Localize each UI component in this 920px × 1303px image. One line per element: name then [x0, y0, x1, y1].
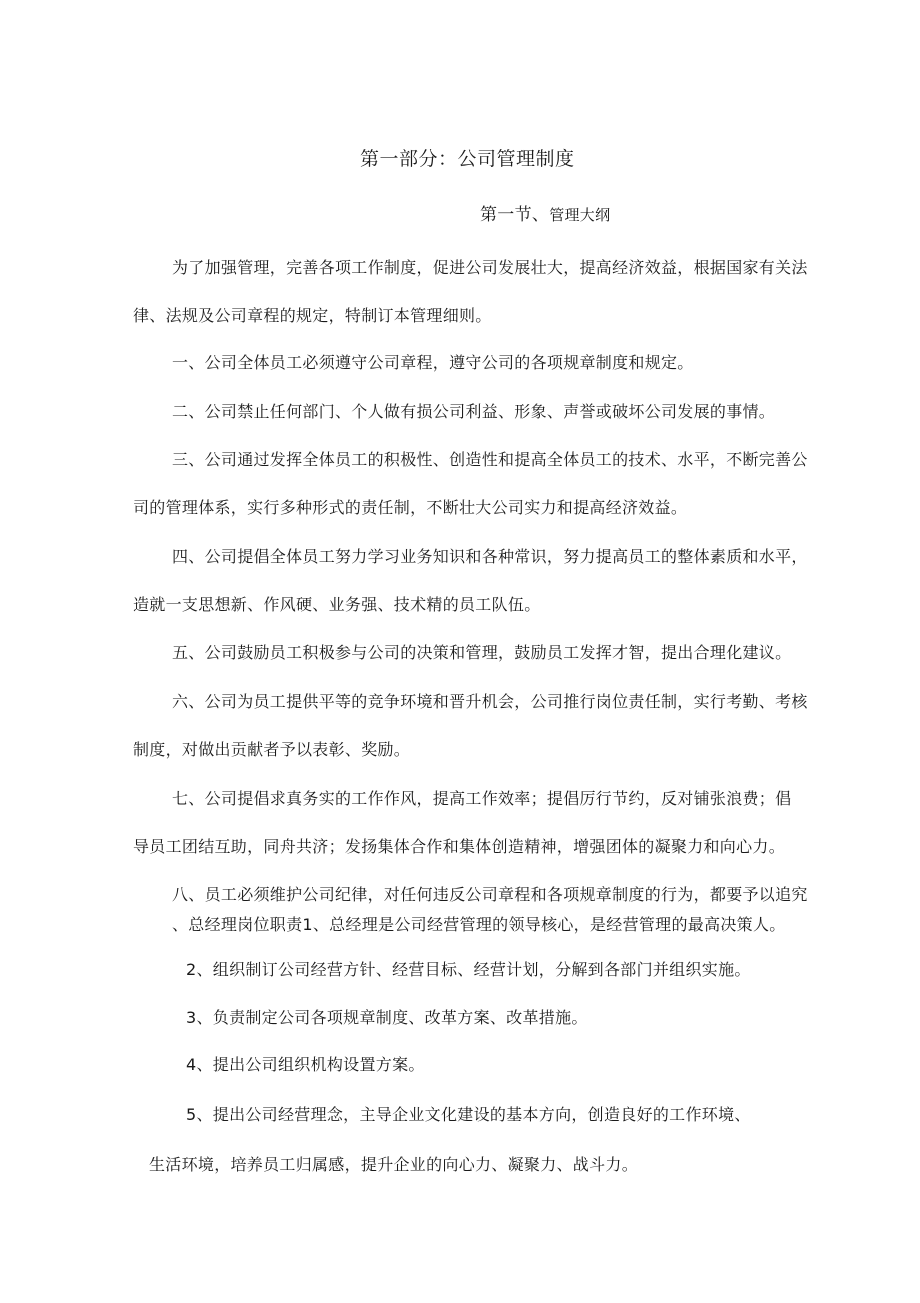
- section-heading: [480, 204, 610, 226]
- rule-3-line-1: 三、公司通过发挥全体员工的积极性、创造性和提高全体员工的技术、水平，不断完善公: [172, 450, 808, 469]
- duty-1: 、总经理岗位职责1、总经理是公司经营管理的领导核心，是经营管理的最高决策人。: [172, 915, 786, 934]
- duty-4: 4、提出公司组织机构设置方案。: [186, 1055, 425, 1074]
- rule-7-line-2: 导员工团结互助，同舟共济；发扬集体合作和集体创造精神，增强团体的凝聚力和向心力。: [133, 837, 786, 856]
- duty-3: 3、负责制定公司各项规章制度、改革方案、改革措施。: [186, 1008, 588, 1027]
- section-label: 第一节、: [480, 205, 550, 225]
- rule-5: 五、公司鼓励员工积极参与公司的决策和管理，鼓励员工发挥才智，提出合理化建议。: [172, 643, 792, 662]
- rule-7-line-1: 七、公司提倡求真务实的工作作风，提高工作效率；提倡厉行节约，反对铺张浪费；倡: [172, 789, 792, 808]
- rule-2: 二、公司禁止任何部门、个人做有损公司利益、形象、声誉或破坏公司发展的事情。: [172, 402, 776, 421]
- rule-4-line-1: 四、公司提倡全体员工努力学习业务知识和各种常识，努力提高员工的整体素质和水平，: [172, 547, 808, 566]
- rule-6-line-2: 制度，对做出贡献者予以表彰、奖励。: [133, 740, 411, 759]
- rule-1: 一、公司全体员工必须遵守公司章程，遵守公司的各项规章制度和规定。: [172, 353, 694, 372]
- rule-4-line-2: 造就一支思想新、作风硬、业务强、技术精的员工队伍。: [133, 595, 541, 614]
- duty-2: 2、组织制订公司经营方针、经营目标、经营计划，分解到各部门并组织实施。: [186, 960, 751, 979]
- rule-8: 八、员工必须维护公司纪律，对任何违反公司章程和各项规章制度的行为，都要予以追究: [172, 885, 808, 904]
- rule-3-line-2: 司的管理体系，实行多种形式的责任制，不断壮大公司实力和提高经济效益。: [133, 498, 688, 517]
- page-title: 第一部分：公司管理制度: [360, 148, 575, 170]
- duty-5-line-1: 5、提出公司经营理念，主导企业文化建设的基本方向，创造良好的工作环境、: [186, 1105, 751, 1124]
- section-name: 管理大纲: [549, 206, 611, 224]
- intro-line-2: 律、法规及公司章程的规定，特制订本管理细则。: [133, 306, 492, 325]
- duty-5-line-2: 生活环境，培养员工归属感，提升企业的向心力、凝聚力、战斗力。: [149, 1155, 639, 1174]
- intro-line-1: 为了加强管理，完善各项工作制度，促进公司发展壮大，提高经济效益，根据国家有关法: [172, 258, 808, 277]
- rule-6-line-1: 六、公司为员工提供平等的竞争环境和晋升机会，公司推行岗位责任制，实行考勤、考核: [172, 692, 808, 711]
